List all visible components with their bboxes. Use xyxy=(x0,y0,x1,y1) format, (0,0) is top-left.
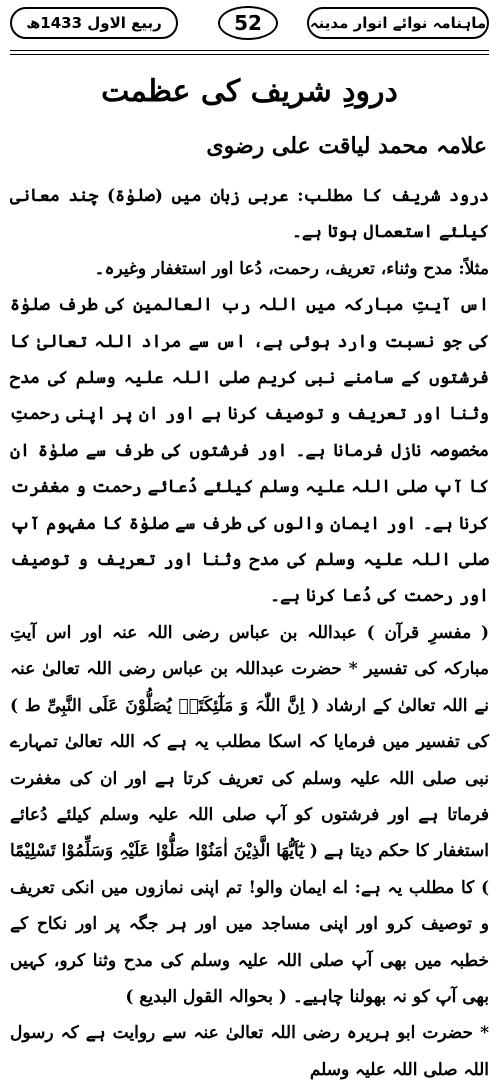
page-number: 52 xyxy=(234,11,262,35)
page-number-oval xyxy=(218,6,278,40)
issue-date-box xyxy=(10,7,178,39)
paragraph: درود شریف کا مطلب: عربی زبان میں (صلوٰۃ) چند معانی کیلئے استعمال ہوتا ہے۔ xyxy=(10,186,489,243)
magazine-name: ماہنامہ نوائے انوار مدینہ xyxy=(309,14,487,32)
paragraph: ( مفسرِ قرآن ) عبداللہ بن عباس رضی اللہ عنہ اور اس آیتِ مبارکہ کی تفسیر * حضرت عبداللہ بن عباس رضی اللہ تعالیٰ عنہ نے اللہ تعالیٰ کے ارشاد ( اِنَّ اللّٰہَ وَ مَلٰٓئِکَتَہٗ یُصَلُّوْنَ عَلَی النَّبِیِّ ط ) کی تفسیر میں فرمایا کہ اسکا مطلب یہ ہے کہ اللہ تعالیٰ تمہارے نبی صلی اللہ علیہ وسلم کی تعریف کرتا ہے اور ان کی مغفرت فرماتا ہے اور فرشتوں کو آپ صلی اللہ علیہ وسلم کیلئے دُعائے استغفار کا حکم دیتا ہے ( یٰٓاَیُّھَا الَّذِیْنَ اٰمَنُوْا صَلُّوْا عَلَیْہِ وَسَلِّمُوْا تَسْلِیْمًا ) کا مطلب یہ ہے: اے ایمان والو! تم اپنی نمازوں میں انکی تعریف و توصیف کرو اور اپنی مساجد میں اور ہر جگہ پر اور نکاح کے خطبہ میں بھی آپ صلی اللہ علیہ وسلم کی مدح وثنا کرو، کہیں بھی آپ کو نہ بھولنا چاہیے۔ ( بحوالہ القول البدیع ) xyxy=(10,622,489,1007)
paragraph: * حضرت ابو ہریرہ رضی اللہ تعالیٰ عنہ سے روایت ہے کہ رسول اللہ صلی اللہ علیہ وسلم xyxy=(10,1023,489,1080)
magazine-name-box xyxy=(307,7,489,39)
paragraph: مثلاً: مدح وثناء، تعریف، رحمت، دُعا اور استغفار وغیرہ۔ xyxy=(94,258,489,279)
article-title: درودِ شریف کی عظمت xyxy=(101,74,398,109)
paragraph: اس آیتِ مبارکہ میں اللہ رب العالمین کی طرف صلوٰۃ کی جو نسبت وارد ہوئی ہے، اس سے مراد اللہ تعالیٰ کا فرشتوں کے سامنے نبی کریم صلی اللہ علیہ وسلم کی مدح وثنا اور تعریف و توصیف کرنا ہے اور ان پر اپنی رحمتِ مخصوصہ نازل فرمانا ہے۔ اور فرشتوں کی طرف سے صلوٰۃ ان کا آپ صلی اللہ علیہ وسلم کیلئے دُعائے رحمت و مغفرت کرنا ہے۔ اور ایمان والوں کی طرف سے صلوٰۃ کا مفہوم آپ صلی اللہ علیہ وسلم کی مدح وثنا اور تعریف و توصیف اور رحمت کی دُعا کرنا ہے۔ xyxy=(10,295,489,607)
header-rule-bottom xyxy=(10,54,489,55)
author-name: علامہ محمد لیاقت علی رضوی xyxy=(206,133,487,159)
article-body xyxy=(10,178,489,1088)
issue-date: ربیع الاول 1433ھ xyxy=(26,14,162,32)
header-rule-top xyxy=(10,50,489,51)
